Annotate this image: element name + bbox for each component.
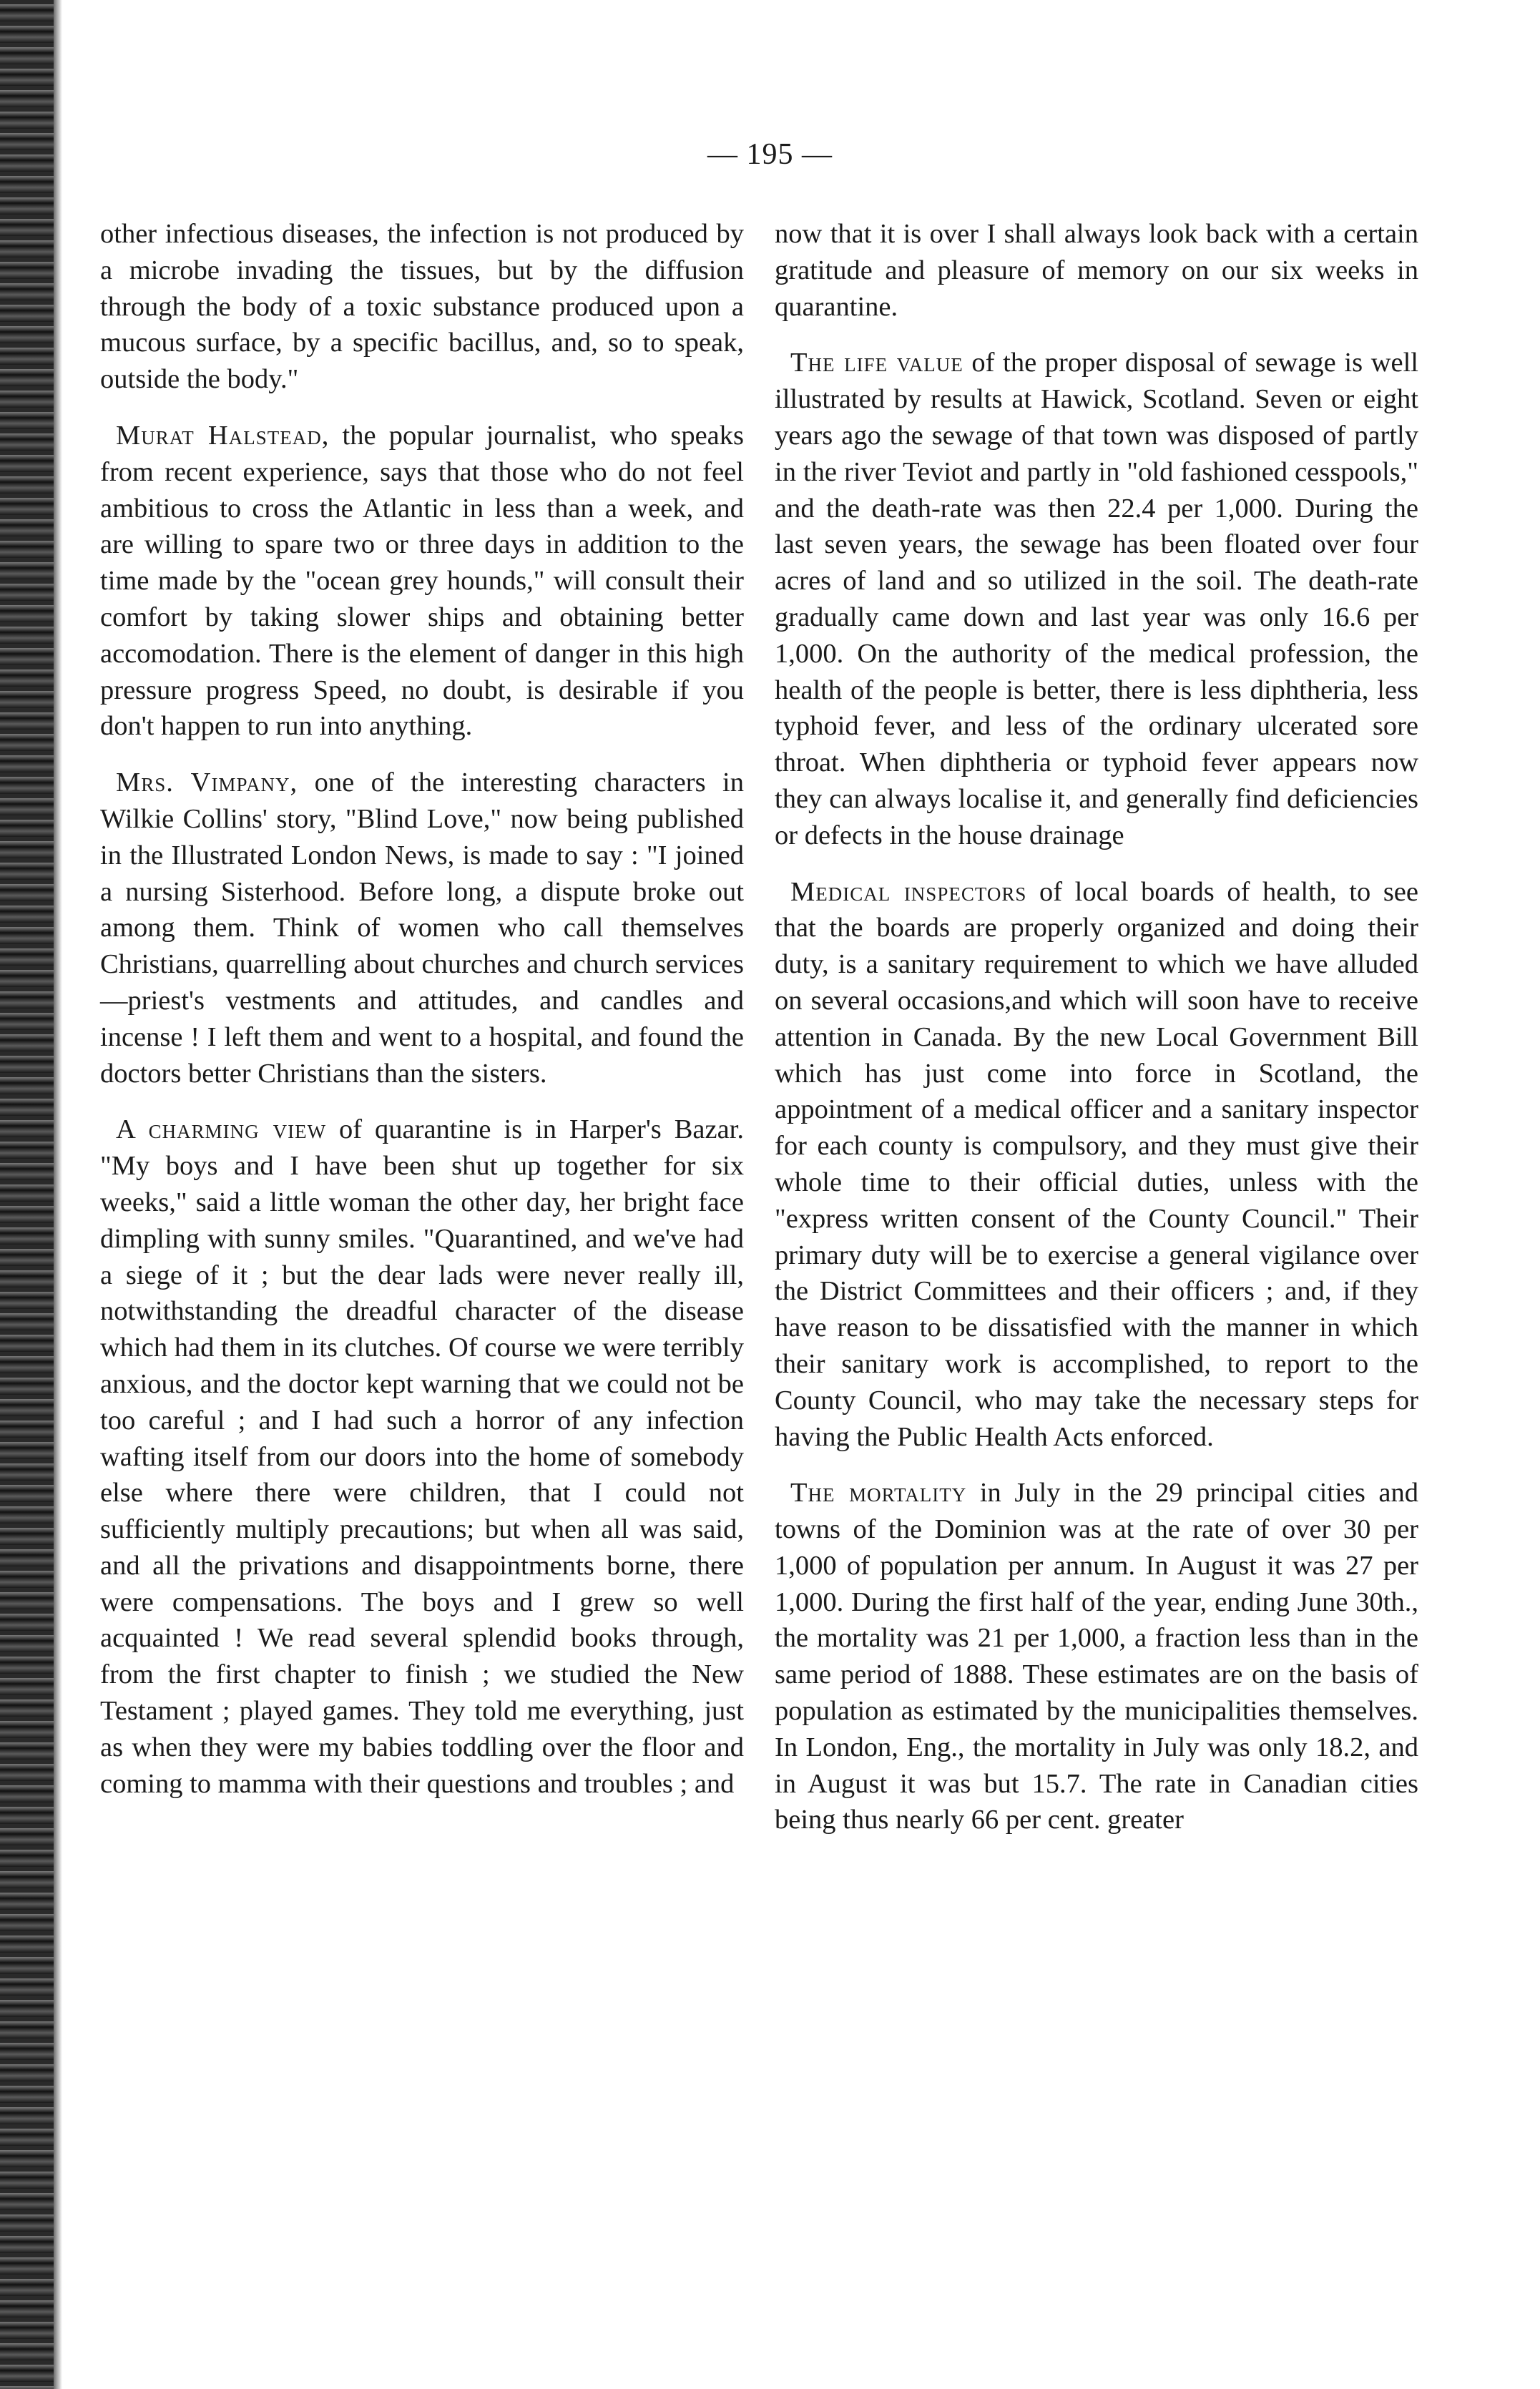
left-column bbox=[100, 216, 744, 1822]
page-number: — 195 — bbox=[707, 138, 833, 171]
paragraph-text: one of the interesting characters in Wilkie Collins' story, "Blind Love," now being published in the Illustrated London News, is made to say : "I joined a nursing Sisterhood. Before long, a dispute broke out among them. Think of women who call themselves Christians, quarrelling about churches and church services—priest's vestments and attitudes, and candles and incense ! I left them and went to a hospital, and found the doctors better Christians than the sisters. bbox=[100, 767, 744, 1089]
paragraph bbox=[775, 1475, 1418, 1838]
paragraph-lead: The life value bbox=[790, 348, 963, 378]
paragraph-text: of the proper disposal of sewage is well illustrated by results at Hawick, Scotland. Seven or eight years ago the sewage of that town was disposed of partly in the river Teviot and partly in "old fashioned cesspools," and the death-rate was then 22.4 per 1,000. During the last seven years, the sewage has been floated over four acres of land and so utilized in the soil. The death-rate gradually came down and last year was only 16.6 per 1,000. On the authority of the medical profession, the health of the people is better, there is less diphtheria, less typhoid fever, and less of the ordinary ulcerated sore throat. When diphtheria or typhoid fever appears now they can always localise it, and generally find deficiencies or defects in the house drainage bbox=[775, 348, 1418, 850]
paragraph-text: in July in the 29 principal cities and towns of the Dominion was at the rate of over 30 per 1,000 of population per annum. In August it was 27 per 1,000. During the first half of the year, ending June 30th., the mortality was 21 per 1,000, a fraction less than in the same period of 1888. These estimates are on the basis of population as estimated by the municipalities themselves. In London, Eng., the mortality in July was only 18.2, and in August it was but 15.7. The rate in Canadian cities being thus nearly 66 per cent. greater bbox=[775, 1478, 1418, 1835]
paragraph-lead: Murat Halstead, bbox=[116, 420, 330, 451]
paragraph bbox=[775, 874, 1418, 1456]
paragraph-text: the popular journalist, who speaks from recent experience, says that those who do not feel ambitious to cross the Atlantic in less than a week, and are willing to spare two or three days in addition to the time made by the "ocean grey hounds," will consult their comfort by taking slower ships and obtaining better accomodation. There is the element of danger in this high pressure progress Speed, no doubt, is desirable if you don't happen to run into anything. bbox=[100, 420, 744, 742]
right-column bbox=[775, 216, 1418, 1858]
paragraph-lead: The mortality bbox=[790, 1478, 967, 1509]
paragraph bbox=[100, 765, 744, 1092]
paragraph-text: now that it is over I shall always look back with a certain gratitude and pleasure of memory on our six weeks in quarantine. bbox=[775, 219, 1418, 322]
paragraph-lead: Medical inspectors bbox=[790, 876, 1027, 907]
paragraph-text: of local boards of health, to see that the boards are properly organized and doing their duty, is a sanitary requirement to which we have alluded on several occasions,and which will soon have to receive attention in Canada. By the new Local Government Bill which has just come into force in Scotland, the appointment of a medical officer and a sanitary inspector for each county is compulsory, and they must give their whole time to their official duties, unless with the "express written consent of the County Council." Their primary duty will be to exercise a general vigilance over the District Committees and their officers ; and, if they have reason to be dissatisfied with the manner in which their sanitary work is accomplished, to report to the County Council, who may take the necessary steps for having the Public Health Acts enforced. bbox=[775, 876, 1418, 1452]
paragraph bbox=[100, 418, 744, 745]
paragraph-text: of quarantine is in Harper's Bazar. "My boys and I have been shut up together for six weeks," said a little woman the other day, her bright face dimpling with sunny smiles. "Quarantined, and we've had a siege of it ; but the dear lads were never really ill, notwithstanding the dreadful character of the disease which had them in its clutches. Of course we were terribly anxious, and the doctor kept warning that we could not be too careful ; and I had such a horror of any infection wafting itself from our doors into the home of somebody else where there were children, that I could not sufficiently multiply precautions; but when all was said, and all the privations and disappointments borne, there were compensations. The boys and I grew so well acquainted ! We read several splendid books through, from the first chapter to finish ; we studied the New Testament ; played games. They told me everything, just as when they were my babies toddling over the floor and coming to mamma with their questions and troubles ; and bbox=[100, 1114, 745, 1799]
paragraph bbox=[100, 1112, 744, 1802]
page-binding-edge bbox=[0, 0, 54, 2389]
paragraph bbox=[775, 345, 1418, 853]
paragraph-lead: A charming view bbox=[116, 1114, 327, 1145]
paragraph-lead: Mrs. Vimpany, bbox=[116, 767, 298, 798]
paragraph-text: other infectious diseases, the infection is not produced by a microbe invading the tissues, but by the diffusion through the body of a toxic substance produced upon a mucous surface, by a specific bacillus, and, so to speak, outside the body." bbox=[100, 219, 744, 395]
paragraph bbox=[100, 216, 744, 398]
paragraph bbox=[775, 216, 1418, 325]
